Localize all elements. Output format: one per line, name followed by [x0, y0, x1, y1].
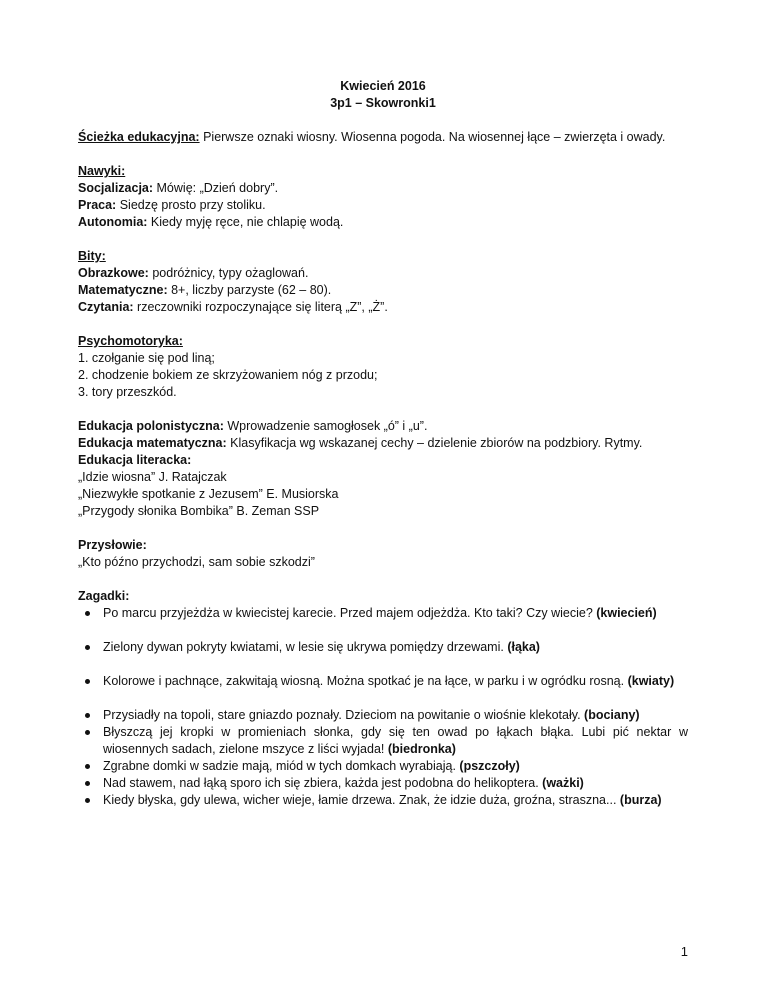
bit-label: Obrazkowe:: [78, 266, 149, 280]
bit-line: [78, 299, 688, 316]
riddle-answer: (bociany): [584, 708, 640, 722]
polish-education-label: Edukacja polonistyczna:: [78, 419, 224, 433]
bit-label: Czytania:: [78, 300, 134, 314]
habit-text: Siedzę prosto przy stoliku.: [116, 198, 266, 212]
riddles-heading: Zagadki:: [78, 589, 130, 603]
page-subtitle: 3p1 – Skowronki1: [330, 96, 436, 110]
riddle-text: Kolorowe i pachnące, zakwitają wiosną. Można spotkać je na łące, w parku i w ogródku rosną.: [103, 674, 628, 688]
riddle-answer: (kwiecień): [596, 606, 657, 620]
riddle-text: Przysiadły na topoli, stare gniazdo poznały. Dzieciom na powitanie o wiośnie klekotały.: [103, 708, 585, 722]
habit-label: Autonomia:: [78, 215, 148, 229]
psychomotor-item: 3. tory przeszkód.: [78, 385, 177, 399]
document-page: [78, 78, 688, 809]
riddle-item: [78, 775, 688, 792]
literary-item: „Przygody słonika Bombika” B. Zeman SSP: [78, 504, 320, 518]
habit-label: Socjalizacja:: [78, 181, 154, 195]
riddle-item: [78, 673, 688, 690]
education-path: [78, 129, 688, 146]
literary-education-label: [78, 452, 688, 469]
bit-line: [78, 265, 688, 282]
habits-section: [78, 163, 688, 231]
habit-label: Praca:: [78, 198, 117, 212]
habit-line: [78, 180, 688, 197]
riddle-item: [78, 639, 688, 656]
riddle-text: Kiedy błyska, gdy ulewa, wicher wieje, łamie drzewa. Znak, że idzie duża, groźna, straszna...: [103, 793, 620, 807]
polish-education: [78, 418, 688, 435]
habits-heading: Nawyki:: [78, 164, 126, 178]
riddle-text: Zgrabne domki w sadzie mają, miód w tych domkach wyrabiają.: [103, 759, 460, 773]
riddle-answer: (łąka): [507, 640, 540, 654]
psychomotor-item: 2. chodzenie bokiem ze skrzyżowaniem nóg z przodu;: [78, 368, 378, 382]
riddle-item: [78, 758, 688, 775]
riddle-answer: (burza): [619, 793, 662, 807]
bit-text: podróżnicy, typy ożaglowań.: [148, 266, 309, 280]
riddles-list: [78, 605, 688, 809]
habit-text: Mówię: „Dzień dobry”.: [153, 181, 279, 195]
polish-education-text: Wprowadzenie samogłosek „ó” i „u”.: [223, 419, 428, 433]
habit-text: Kiedy myję ręce, nie chlapię wodą.: [147, 215, 344, 229]
page-title: Kwiecień 2016: [340, 79, 426, 93]
riddle-answer: (biedronka): [387, 742, 456, 756]
habit-line: [78, 214, 688, 231]
bit-text: rzeczowniki rozpoczynające się literą „Z”, „Ż”.: [133, 300, 388, 314]
education-path-label: Ścieżka edukacyjna:: [78, 130, 200, 144]
education-section: [78, 418, 688, 520]
bit-text: 8+, liczby parzyste (62 – 80).: [167, 283, 332, 297]
bits-section: [78, 248, 688, 316]
math-education-text: Klasyfikacja wg wskazanej cechy – dzielenie zbiorów na podzbiory. Rytmy.: [226, 436, 643, 450]
riddle-item: [78, 792, 688, 809]
proverb-section: [78, 537, 688, 571]
riddle-answer: (ważki): [542, 776, 584, 790]
riddle-text: Błyszczą jej kropki w promieniach słonka, gdy się ten owad po łąkach błąka. Lubi pić nektar w wiosennych sadach, zielone mszyce z liści wyjada!: [103, 725, 688, 756]
bits-heading: Bity:: [78, 249, 106, 263]
bit-label: Matematyczne:: [78, 283, 168, 297]
literary-item: „Idzie wiosna” J. Ratajczak: [78, 470, 227, 484]
literary-item: „Niezwykłe spotkanie z Jezusem” E. Musiorska: [78, 487, 339, 501]
riddle-text: Zielony dywan pokryty kwiatami, w lesie się ukrywa pomiędzy drzewami.: [103, 640, 508, 654]
riddle-text: Po marcu przyjeżdża w kwiecistej karecie. Przed majem odjeżdża. Kto taki? Czy wiecie?: [103, 606, 597, 620]
riddle-text: Nad stawem, nad łąką sporo ich się zbiera, każda jest podobna do helikoptera.: [103, 776, 543, 790]
math-education-label: Edukacja matematyczna:: [78, 436, 227, 450]
psychomotor-item: 1. czołganie się pod liną;: [78, 351, 215, 365]
proverb-text: „Kto późno przychodzi, sam sobie szkodzi”: [78, 555, 315, 569]
riddle-item: [78, 605, 688, 622]
riddle-item: [78, 724, 688, 758]
riddle-answer: (kwiaty): [627, 674, 675, 688]
bit-line: [78, 282, 688, 299]
riddle-answer: (pszczoły): [459, 759, 520, 773]
riddle-item: [78, 707, 688, 724]
education-path-text: Pierwsze oznaki wiosny. Wiosenna pogoda. Na wiosennej łące – zwierzęta i owady.: [199, 130, 666, 144]
literary-label-text: Edukacja literacka:: [78, 453, 192, 467]
page-number: 1: [680, 944, 688, 959]
habit-line: [78, 197, 688, 214]
psychomotor-section: [78, 333, 688, 401]
riddles-section: [78, 588, 688, 809]
psychomotor-heading: Psychomotoryka:: [78, 334, 183, 348]
proverb-heading: Przysłowie:: [78, 538, 147, 552]
math-education: [78, 435, 688, 452]
